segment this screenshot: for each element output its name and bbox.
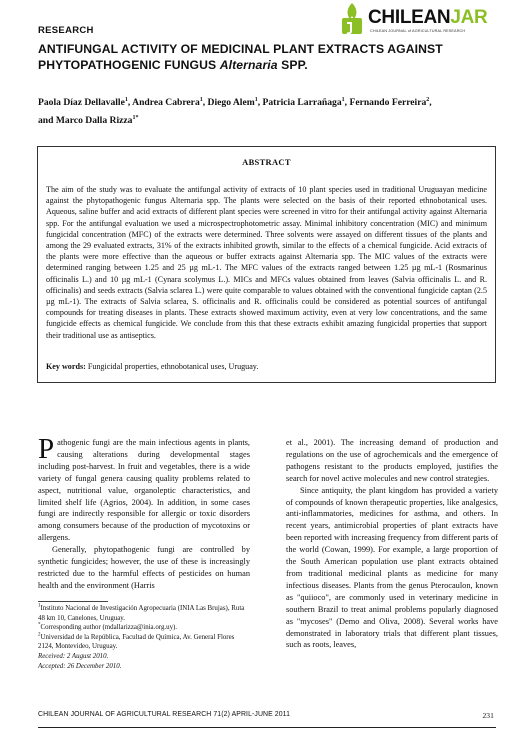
footnote	[38, 604, 250, 623]
logo-tagline: CHILEAN JOURNAL of AGRICULTURAL RESEARCH	[370, 29, 466, 33]
footnote-mark: 2	[38, 632, 41, 638]
footnote	[38, 633, 250, 652]
author-list: Paola Díaz Dellavalle$^1$, Andrea Cabrera$^1$, Diego Alem$^1$, Patricia Larrañaga$^1$, Fernando Ferreira$^2$, and Marco Dalla Rizza$^{1*}$	[38, 96, 432, 126]
title-italic: Alternaria	[219, 58, 278, 72]
body-column-left	[38, 433, 250, 592]
author-affiliation: 1	[124, 96, 128, 103]
footnote-mark: 1	[38, 603, 41, 609]
journal-citation: CHILEAN JOURNAL OF AGRICULTURAL RESEARCH 71(2) APRIL-JUNE 2011	[38, 711, 291, 718]
drop-cap: P	[38, 433, 55, 465]
accepted-date: Accepted: 26 December 2010.	[38, 662, 122, 670]
keywords-text: Fungicidal properties, ethnobotanical uses, Uruguay.	[87, 362, 259, 371]
logo-suffix: JAR	[450, 7, 488, 28]
paragraph	[38, 433, 250, 544]
author: Patricia Larrañaga	[262, 97, 342, 108]
article-title	[38, 41, 498, 73]
footnote-text: Universidad de la República, Facultad de Química, Av. General Flores 2124, Montevideo, Uruguay.	[38, 633, 235, 651]
logo-wordmark	[368, 8, 487, 27]
author-affiliation: 1*	[132, 114, 139, 121]
footnotes	[38, 604, 250, 671]
section-label: RESEARCH	[38, 25, 94, 36]
footnote	[38, 623, 250, 633]
logo-prefix: CHILEAN	[368, 7, 451, 28]
paragraph-text: athogenic fungi are the main infectious agents in plants, causing alterations during developmental stages including post-harvest. In fruit and vegetables, there is a wide variety of fungal genera causing quality problems related to aspect, nutritional value, organoleptic characteristics, and limited shelf life (Agrios, 2004). In addition, in some cases fungi are indirectly responsible for allergic or toxic disorders among consumers because of the production of mycotoxins or allergens.	[38, 438, 250, 543]
footnote-text: Corresponding author (mdallarizza@inia.org.uy).	[40, 624, 178, 632]
author: Andrea Cabrera	[132, 97, 200, 108]
jar-leaf-icon	[338, 2, 366, 36]
page-number: 231	[482, 711, 494, 720]
received-date: Received: 2 August 2010.	[38, 652, 109, 660]
author-affiliation: 1	[341, 96, 345, 103]
keywords-label: Key words:	[46, 362, 86, 371]
author: Paola Díaz Dellavalle	[38, 97, 125, 108]
author-affiliation: 2	[426, 96, 430, 103]
paragraph: et al., 2001). The increasing demand of production and regulations on the use of agrochemicals and the emergence of pathogens resistant to the products employed, justifies the search for novel active molecules and new control strategies.	[286, 438, 498, 483]
abstract-box	[37, 146, 496, 383]
journal-logo	[338, 2, 508, 38]
footer-rule	[38, 727, 496, 728]
author-affiliation: 1	[199, 96, 203, 103]
author-affiliation: 1	[254, 96, 258, 103]
body-column-right	[286, 437, 498, 651]
footnote-text: Instituto Nacional de Investigación Agropecuaria (INIA Las Brujas), Ruta 48 km 10, Canelones, Uruguay.	[38, 605, 245, 622]
footnote-mark: *	[38, 622, 41, 628]
title-suffix: SPP.	[281, 58, 308, 72]
abstract-heading: ABSTRACT	[242, 157, 291, 167]
paragraph: Since antiquity, the plant kingdom has provided a variety of compounds of known therapeutic properties, like analgesics, anti-inflammatories, medicines for asthma, and others. In recent years, antimicrobial properties of plant extracts have been reported with increasing frequency from different parts of the world (Cowan, 1999). For example, a large proportion of the South American population use plant extracts obtained from traditional medicinal plants as medicine for many infectious diseases. Plants from the genus Pterocaulon, known as "quiioco", are commonly used in veterinary medicine in southern Brazil to treat animal problems popularly diagnosed as "mycoses" (Demo and Oliva, 2008). Several works have demonstrated in laboratory trials that different plant tissues, such as roots, leaves,	[286, 485, 498, 650]
author: Diego Alem	[207, 97, 255, 108]
author: Marco Dalla Rizza	[55, 115, 133, 126]
abstract-text: The aim of the study was to evaluate the antifungal activity of extracts of 10 plant species used in traditional Uruguayan medicine against the phytopathogenic fungus Alternaria spp. The plants were selected on the basis of their reported ethnobotanical uses. Aqueous, saline buffer and acid extracts of different plant species were screened in vitro for their antifungal activity against Alternaria spp. For the antifungal evaluation we used a microspectrophotometric assay. Minimal inhibitory concentration (MIC) and minimum fungicidal concentration (MFC) of the extracts were determined. Three solvents were assayed on different tissues of the plants and among the 29 evaluated extracts, 31% of the extracts inhibited growth, similar to the effects of a chemical fungicide. Acid extracts of the plants were more effective than the aqueous or buffer extracts against Alternaria spp. The MIC values of the extracts were determined ranging between 1.25 and 25 µg mL-1. The MFC values of the extracts ranged between 1.25 µg mL-1 (Rosmarinus officinalis L.) and 10 µg mL-1 (Cynara scolymus L.). MICs and MFCs values obtained from leaves (Salvia officinalis L. and R. officinalis) and seeds extracts (Salvia sclarea L.) were quite comparable to values obtained with the conventional fungicide captan (2.5 µg mL-1). The extracts of Salvia sclarea, S. officinalis and R. officinalis could be considered as potential sources of antifungal compounds for treating diseases in plants. These extracts showed maximum activity, even at very low concentrations, and the same fungicide effects as chemical fungicide. We conclude from this that these extracts exhibit amazing fungicidal properties that support their traditional use as antiseptics.	[46, 185, 487, 340]
keywords	[46, 362, 487, 371]
footnote-rule	[38, 601, 108, 602]
page-footer	[38, 711, 496, 718]
paragraph: Generally, phytopathogenic fungi are controlled by synthetic fungicides; however, the use of these is increasingly restricted due to the harmful effects of pesticides on human health and the environment (Harris	[38, 545, 250, 590]
author: Fernando Ferreira	[349, 97, 427, 108]
title-text: ANTIFUNGAL ACTIVITY OF MEDICINAL PLANT EXTRACTS AGAINST PHYTOPATHOGENIC FUNGUS	[38, 42, 443, 72]
